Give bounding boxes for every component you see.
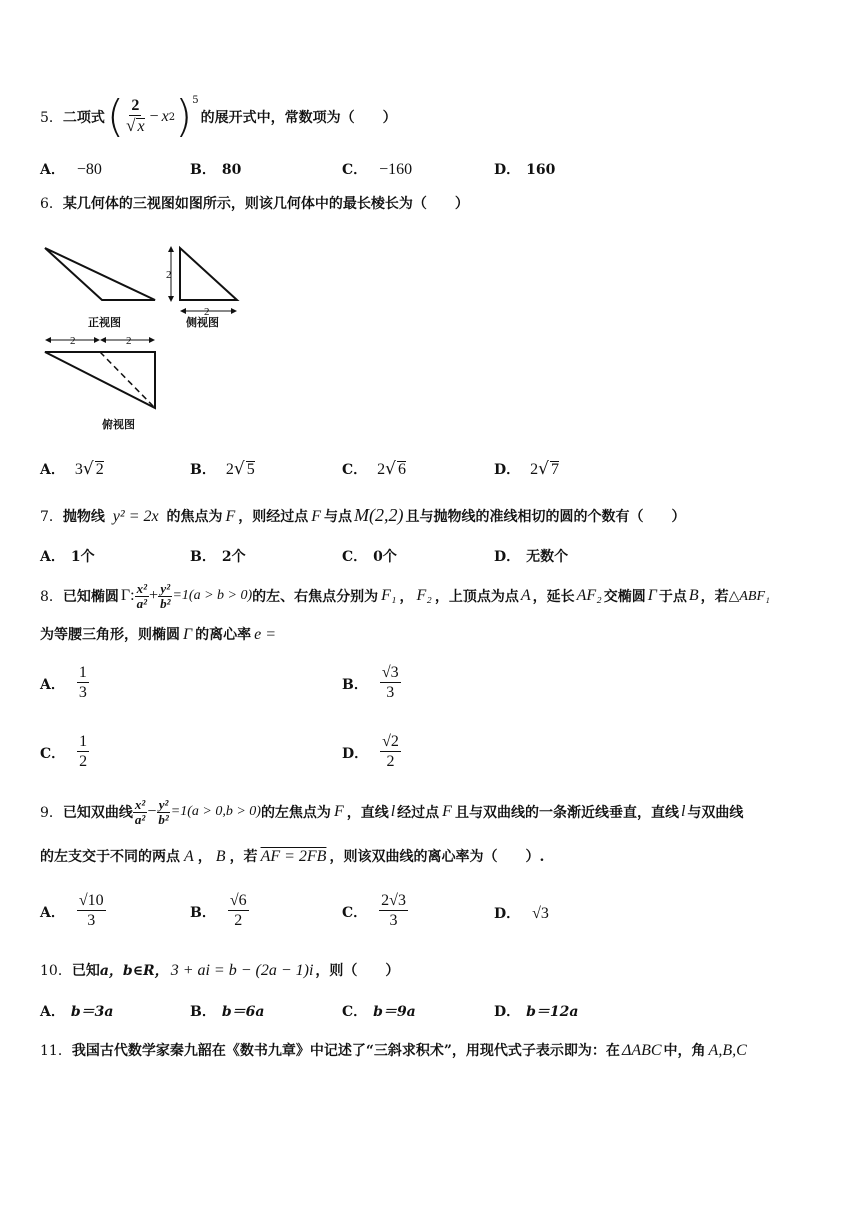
top-view-shape bbox=[45, 352, 155, 408]
question-11: 11．我国古代数学家秦九韶在《数书九章》中记述了“三斜求积术”，用现代式子表示即为：在 ΔABC 中，角 A,B,C bbox=[40, 1042, 747, 1059]
front-view-shape bbox=[45, 248, 155, 300]
option-d: D． √3 bbox=[494, 905, 549, 922]
q9-options bbox=[40, 892, 860, 938]
option-a: A． −80 bbox=[40, 161, 102, 178]
dimension-label: 2 bbox=[166, 269, 172, 281]
three-view-figure bbox=[40, 240, 250, 440]
question-text: 的展开式中，常数项为（ ） bbox=[200, 110, 397, 126]
question-9-line2: 的左支交于不同的两点 A ， B ，若 AF = 2FB ，则该双曲线的离心率为（ ）. bbox=[40, 848, 545, 865]
side-view-shape bbox=[180, 248, 237, 300]
option-c: C． b＝9a bbox=[342, 1004, 416, 1020]
option-a: A． 1个 bbox=[40, 549, 95, 565]
option-b: B． 2√ 5 bbox=[190, 459, 255, 479]
question-5 bbox=[40, 92, 397, 142]
option-b: B． $\frac{√6}{2}$ bbox=[190, 892, 247, 929]
top-view-label: 俯视图 bbox=[102, 418, 135, 431]
q8-option-d: D． $\frac{√2}{2}$ bbox=[342, 733, 399, 770]
question-6 bbox=[40, 193, 469, 213]
question-number: 6． bbox=[40, 196, 63, 212]
option-b: B． 2个 bbox=[190, 549, 246, 565]
option-a: A． 3√ 2 bbox=[40, 459, 104, 479]
q10-options bbox=[40, 1001, 860, 1021]
option-b: B． b＝6a bbox=[190, 1004, 265, 1020]
dimension-label: 2 bbox=[70, 335, 76, 347]
q6-options bbox=[40, 459, 860, 483]
side-view-label: 侧视图 bbox=[186, 316, 219, 329]
question-8-line2: 为等腰三角形，则椭圆 Γ 的离心率 e = bbox=[40, 626, 277, 643]
option-d: D． 160 bbox=[494, 162, 556, 178]
q8-option-b: B． $\frac{√3}{3}$ bbox=[342, 664, 399, 701]
question-10: 10．已知a，b∈R， 3 + ai = b − (2a − 1)i ，则（ ） bbox=[40, 962, 400, 979]
hidden-edge bbox=[100, 352, 155, 408]
option-d: D． b＝12a bbox=[494, 1004, 579, 1020]
option-c: C． 0个 bbox=[342, 549, 397, 565]
dimension-label: 2 bbox=[204, 306, 210, 318]
option-c: C． $\frac{2√3}{3}$ bbox=[342, 892, 406, 929]
option-b: B． 80 bbox=[190, 162, 242, 178]
q8-option-a: A． $\frac{1}{3}$ bbox=[40, 664, 87, 701]
option-d: D． 无数个 bbox=[494, 549, 569, 565]
q7-options bbox=[40, 546, 860, 566]
fraction: $\frac{2}{√ x}$ bbox=[126, 97, 145, 135]
option-c: C． −160 bbox=[342, 161, 413, 178]
question-text: 某几何体的三视图如图所示，则该几何体中的最长棱长为（ ） bbox=[62, 196, 469, 212]
option-a: A． b＝3a bbox=[40, 1004, 114, 1020]
q5-options bbox=[40, 159, 860, 179]
question-text: 二项式 bbox=[62, 110, 105, 126]
question-8: 8． 已知椭圆 Γ: $\frac{\text{x²}}{\text{a²}}$ + $\frac{\text{y²}}{\text{b²}}$ =1(a > b > 0) 的左、右焦点分别为 F₁ ， F₂ ，上顶点为点 A ，延长 AF₂ 交椭圆 Γ 于点 B ，若 △ABF₁ bbox=[40, 580, 770, 611]
question-7: 7．抛物线 y² = 2x 的焦点为 F ，则经过点 F 与点 M(2,2) 且与抛物线的准线相切的圆的个数有（ ） bbox=[40, 505, 686, 525]
front-view-label: 正视图 bbox=[88, 316, 121, 329]
question-9: 9． 已知双曲线 $\frac{\text{x²}}{\text{a²}}$ − $\frac{\text{y²}}{\text{b²}}$ =1(a > 0,b > 0) 的左焦点为 F ，直线 l 经过点 F 且与双曲线的一条渐近线垂直，直线 l 与双曲线 bbox=[40, 796, 744, 827]
option-a: A． $\frac{√10}{3}$ bbox=[40, 892, 104, 929]
option-c: C． 2√ 6 bbox=[342, 459, 406, 479]
binomial-expression: ( $\frac{2}{√ x}$ − x 2 ) $^5$ bbox=[106, 91, 199, 142]
option-d: D． 2√ 7 bbox=[494, 459, 559, 479]
question-number: 5． bbox=[40, 110, 63, 126]
dimension-label: 2 bbox=[126, 335, 132, 347]
q8-option-c: C． $\frac{1}{2}$ bbox=[40, 733, 88, 770]
